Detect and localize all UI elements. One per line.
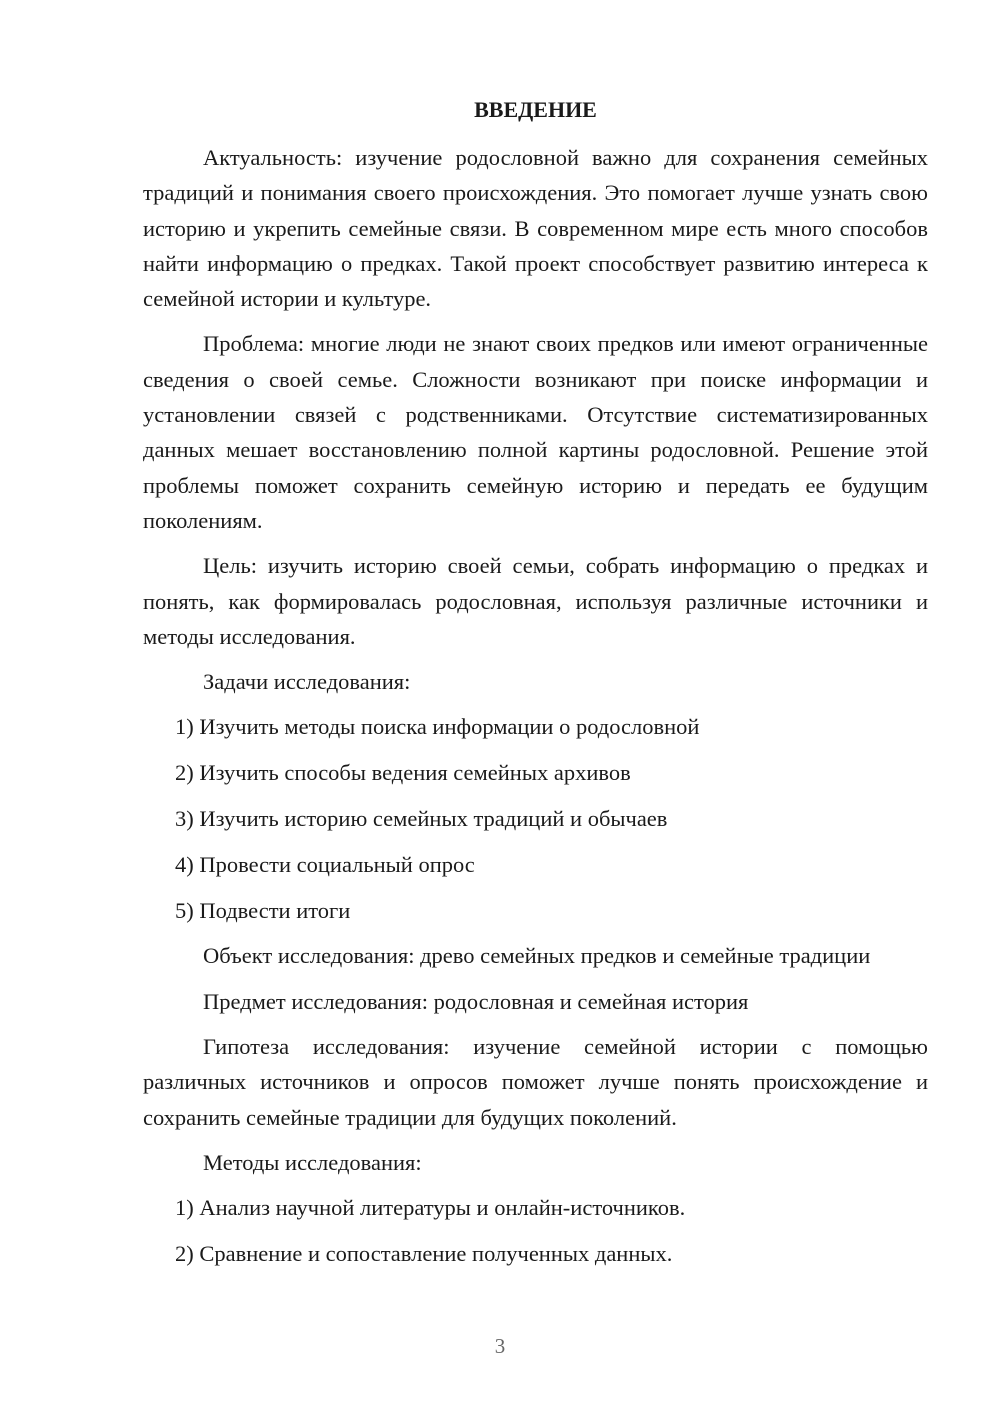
object-paragraph: Объект исследования: древо семейных предков и семейные традиции: [203, 943, 871, 969]
goal-paragraph: Цель: изучить историю своей семьи, собрать информацию о предках и понять, как формировалась родословная, используя различные источники и методы исследования.: [143, 553, 928, 649]
tasks-list: [143, 709, 928, 927]
list-item: 4) Провести социальный опрос: [175, 851, 475, 877]
list-item: 1) Изучить методы поиска информации о родословной: [175, 714, 700, 740]
tasks-heading: Задачи исследования:: [203, 669, 411, 695]
document-title: ВВЕДЕНИЕ: [474, 97, 597, 122]
relevance-paragraph: Актуальность: изучение родословной важно для сохранения семейных традиций и понимания своего происхождения. Это помогает лучше узнать свою историю и укрепить семейные связи. В современном мире есть много способов найти информацию о предках. Такой проект способствует развитию интереса к семейной истории и культуре.: [143, 145, 928, 312]
hypothesis-paragraph: Гипотеза исследования: изучение семейной истории с помощью различных источников и опросов поможет лучше понять происхождение и сохранить семейные традиции для будущих поколений.: [143, 1034, 928, 1130]
subject-paragraph: Предмет исследования: родословная и семейная история: [203, 988, 749, 1014]
page-number: 3: [494, 1334, 506, 1358]
list-item: 5) Подвести итоги: [175, 897, 351, 923]
document-page: [143, 90, 928, 1282]
methods-heading: Методы исследования:: [203, 1149, 422, 1175]
problem-paragraph: Проблема: многие люди не знают своих предков или имеют ограниченные сведения о своей семье. Сложности возникают при поиске информации и установлении связей с родственниками. Отсутствие систематизированных данных мешает восстановлению полной картины родословной. Решение этой проблемы поможет сохранить семейную историю и передать ее будущим поколениям.: [143, 331, 928, 533]
list-item: 3) Изучить историю семейных традиций и обычаев: [175, 806, 668, 832]
methods-list: [143, 1190, 928, 1271]
list-item: 1) Анализ научной литературы и онлайн-источников.: [175, 1195, 686, 1221]
list-item: 2) Сравнение и сопоставление полученных данных.: [175, 1241, 673, 1267]
list-item: 2) Изучить способы ведения семейных архивов: [175, 760, 631, 786]
